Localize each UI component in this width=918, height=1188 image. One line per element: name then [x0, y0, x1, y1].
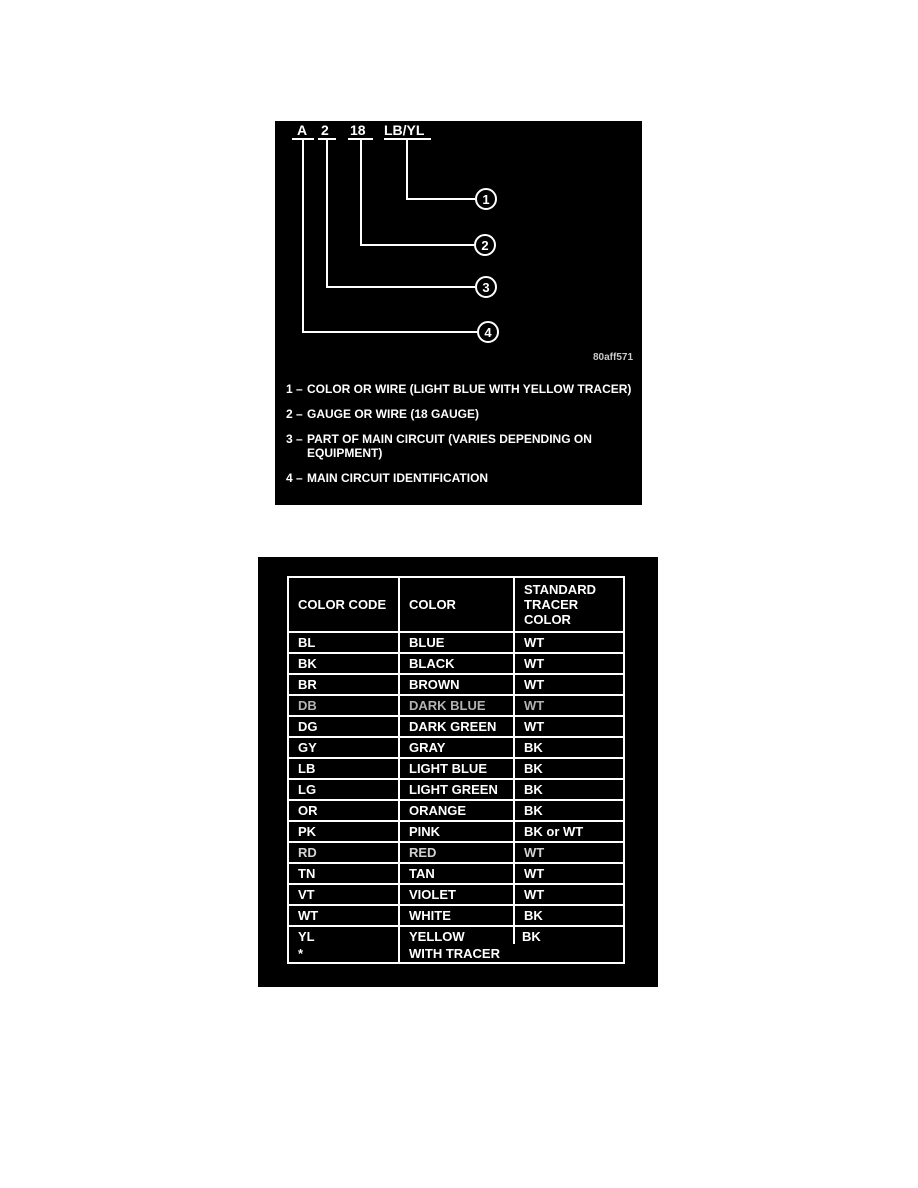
tracer-cell: WT [513, 675, 623, 694]
tracer-cell: BK [513, 759, 623, 778]
connector-horizontal-2 [360, 244, 474, 246]
table-row-footnote [289, 925, 623, 962]
table-row [289, 862, 623, 883]
color-cell: ORANGE [398, 801, 513, 820]
tracer-cell: BK [513, 801, 623, 820]
diagram-legend [286, 382, 640, 496]
color-cell: DARK BLUE [398, 696, 513, 715]
tracer-cell: WT [513, 654, 623, 673]
table-row [289, 841, 623, 862]
code-cell: OR [298, 803, 318, 818]
code-line: YL [298, 929, 315, 944]
code-cell: BK [298, 656, 317, 671]
header-color-code: COLOR CODE [298, 597, 387, 612]
color-code-table-figure [258, 557, 658, 987]
code-cell: VT [298, 887, 315, 902]
color-line: YELLOW [409, 929, 465, 944]
footnote-text: WITH TRACER [409, 946, 500, 961]
color-cell: LIGHT GREEN [398, 780, 513, 799]
tracer-cell: WT [513, 843, 623, 862]
header-standard-tracer: STANDARD TRACER COLOR [513, 578, 623, 631]
color-code-table [287, 576, 625, 964]
connector-vertical-color [406, 140, 408, 200]
tracer-cell: BK [522, 929, 541, 944]
connector-horizontal-1 [406, 198, 475, 200]
color-cell: BLUE [398, 633, 513, 652]
table-row [289, 778, 623, 799]
legend-item-text: PART OF MAIN CIRCUIT (VARIES DEPENDING ON EQUIPMENT) [307, 432, 592, 460]
table-header-row [289, 578, 623, 631]
code-cell: BR [298, 677, 317, 692]
code-cell: RD [298, 845, 317, 860]
legend-item-number: 3 – [286, 432, 303, 446]
code-cell: PK [298, 824, 317, 839]
table-row [289, 820, 623, 841]
color-cell: LIGHT BLUE [398, 759, 513, 778]
wire-code-color: LB/YL [384, 122, 425, 138]
color-cell: WHITE [398, 906, 513, 925]
color-cell: DARK GREEN [398, 717, 513, 736]
table-row [289, 715, 623, 736]
figure-id: 80aff571 [593, 352, 634, 363]
table-row [289, 799, 623, 820]
legend-item-3 [286, 432, 640, 460]
legend-item-number: 4 – [286, 471, 303, 485]
color-cell: BLACK [398, 654, 513, 673]
callout-circle-1: 1 [475, 188, 497, 210]
table-row [289, 652, 623, 673]
wire-code-diagram [275, 121, 642, 505]
code-cell: TN [298, 866, 316, 881]
table-row [289, 694, 623, 715]
color-cell: BROWN [398, 675, 513, 694]
header-color: COLOR [398, 578, 513, 631]
connector-vertical-part [326, 140, 328, 288]
connector-horizontal-4 [302, 331, 477, 333]
tracer-cell: WT [513, 864, 623, 883]
tracer-cell: WT [513, 717, 623, 736]
callout-circle-2: 2 [474, 234, 496, 256]
tracer-cell: WT [513, 696, 623, 715]
legend-item-number: 2 – [286, 407, 303, 421]
footnote-asterisk: * [298, 946, 304, 961]
table-row [289, 904, 623, 925]
color-cell: RED [398, 843, 513, 862]
legend-item-4 [286, 471, 640, 485]
code-cell: LB [298, 761, 316, 776]
tracer-cell: BK or WT [513, 822, 623, 841]
code-cell: GY [298, 740, 317, 755]
tracer-cell: WT [513, 885, 623, 904]
legend-item-1 [286, 382, 640, 396]
code-cell: LG [298, 782, 317, 797]
code-cell: WT [298, 908, 319, 923]
color-cell: GRAY [398, 738, 513, 757]
code-cell: BL [298, 635, 316, 650]
table-row [289, 736, 623, 757]
table-row [289, 757, 623, 778]
tracer-cell: BK [513, 738, 623, 757]
code-cell: DB [298, 698, 317, 713]
wire-code-part: 2 [321, 122, 329, 138]
table-row [289, 631, 623, 652]
connector-vertical-main-circuit [302, 140, 304, 333]
table-row [289, 673, 623, 694]
callout-circle-4: 4 [477, 321, 499, 343]
table-row [289, 883, 623, 904]
color-cell [398, 927, 513, 962]
connector-vertical-gauge [360, 140, 362, 246]
wire-code-gauge: 18 [350, 122, 366, 138]
legend-item-2 [286, 407, 640, 421]
tracer-cell: BK [513, 780, 623, 799]
wire-code-main-circuit: A [297, 122, 308, 138]
code-cell [289, 927, 398, 962]
tracer-cell: BK [513, 906, 623, 925]
code-cell: DG [298, 719, 318, 734]
color-cell: TAN [398, 864, 513, 883]
color-cell: PINK [398, 822, 513, 841]
legend-item-text: COLOR OR WIRE (LIGHT BLUE WITH YELLOW TRACER) [307, 382, 632, 396]
connector-horizontal-3 [326, 286, 475, 288]
legend-item-text: GAUGE OR WIRE (18 GAUGE) [307, 407, 480, 421]
tracer-cell: WT [513, 633, 623, 652]
partial-column-divider [513, 927, 515, 944]
legend-item-text: MAIN CIRCUIT IDENTIFICATION [307, 471, 489, 485]
callout-circle-3: 3 [475, 276, 497, 298]
legend-item-number: 1 – [286, 382, 303, 396]
color-cell: VIOLET [398, 885, 513, 904]
